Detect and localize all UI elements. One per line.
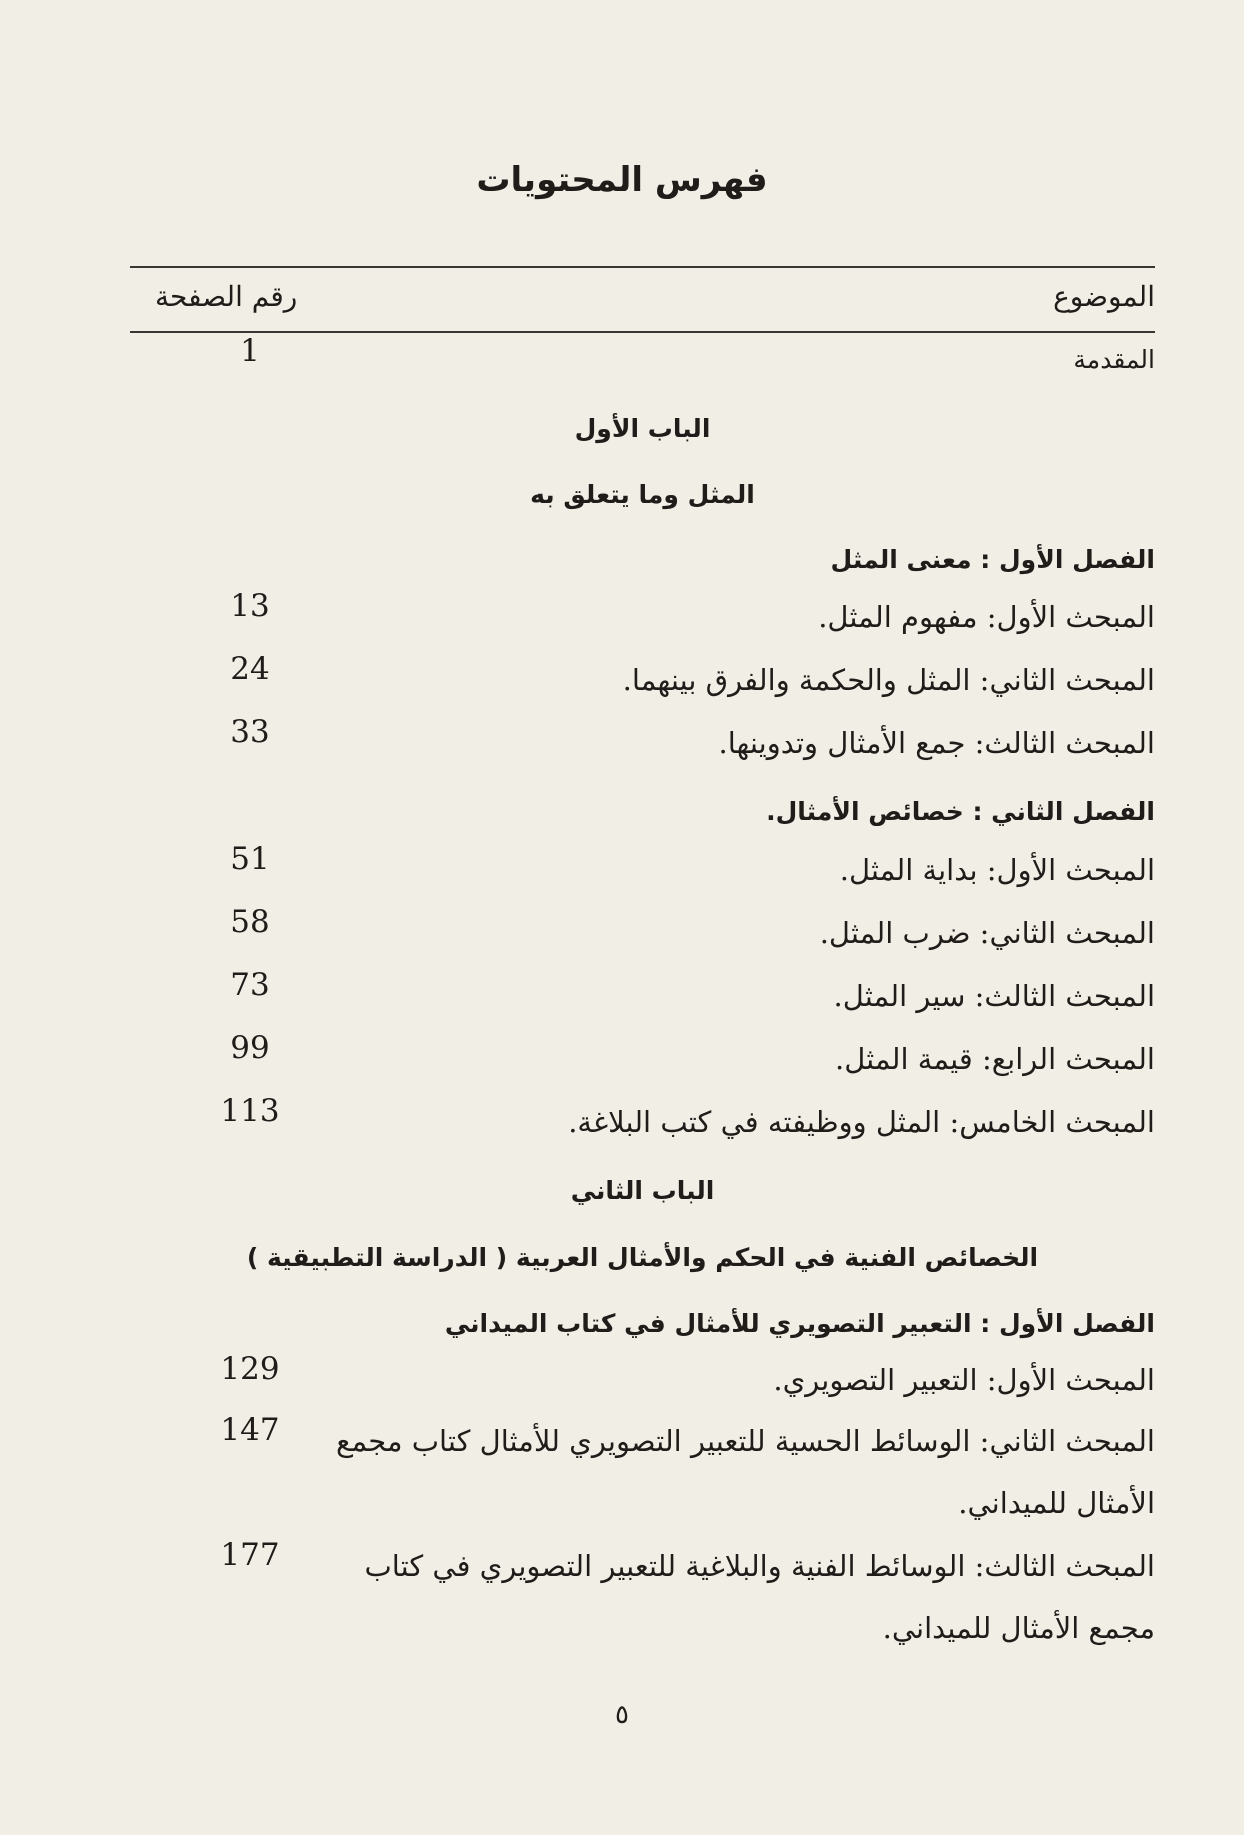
entry-page: 13 <box>230 588 270 624</box>
toc-header <box>130 280 1155 324</box>
entry-topic: المبحث الخامس: المثل ووظيفته في كتب البلاغة. <box>568 1105 1155 1139</box>
entry-page: 33 <box>230 714 270 750</box>
entry-page: 129 <box>220 1351 280 1387</box>
entry-topic: المبحث الأول: التعبير التصويري. <box>773 1363 1155 1397</box>
entry-topic: المبحث الأول: بداية المثل. <box>839 853 1155 887</box>
entry-page: 58 <box>230 904 270 940</box>
part1-subtitle: المثل وما يتعلق به <box>530 480 755 509</box>
entry-page: 1 <box>240 333 260 369</box>
entry-topic: المقدمة <box>1073 345 1155 374</box>
entry-page: 147 <box>220 1412 280 1448</box>
entry-topic: المبحث الثاني: ضرب المثل. <box>819 916 1155 950</box>
part1-label: الباب الأول <box>574 414 711 443</box>
part2-label: الباب الثاني <box>570 1176 715 1205</box>
entry-topic: المبحث الثالث: سير المثل. <box>833 979 1155 1013</box>
entry-page: 73 <box>230 967 270 1003</box>
part2-chapter1-title: الفصل الأول : التعبير التصويري للأمثال في كتاب الميداني <box>444 1309 1155 1338</box>
part1-chapter1-title: الفصل الأول : معنى المثل <box>830 545 1155 574</box>
entry-topic: المبحث الرابع: قيمة المثل. <box>834 1042 1155 1076</box>
header-top-rule <box>130 266 1155 268</box>
entry-page: 51 <box>230 841 270 877</box>
entry-topic: المبحث الأول: مفهوم المثل. <box>818 600 1155 634</box>
page-title: فهرس المحتويات <box>476 160 768 200</box>
entry-topic: المبحث الثاني: الوسائط الحسية للتعبير التصويري للأمثال كتاب مجمع الأمثال للميداني. <box>336 1424 1155 1520</box>
entry-topic: المبحث الثالث: الوسائط الفنية والبلاغية للتعبير التصويري في كتاب مجمع الأمثال للميداني. <box>364 1549 1155 1645</box>
footer-page-number: ٥ <box>615 1700 629 1730</box>
entry-page: 24 <box>230 651 270 687</box>
topic-column-label: الموضوع <box>1053 280 1155 313</box>
entry-topic: المبحث الثاني: المثل والحكمة والفرق بينهما. <box>622 663 1155 697</box>
entry-page: 99 <box>230 1030 270 1066</box>
page-column-label: رقم الصفحة <box>155 280 298 313</box>
part1-chapter2-title: الفصل الثاني : خصائص الأمثال. <box>766 797 1155 826</box>
entry-page: 113 <box>220 1093 280 1129</box>
part2-subtitle: الخصائص الفنية في الحكم والأمثال العربية ( الدراسة التطبيقية ) <box>246 1243 1039 1272</box>
entry-topic: المبحث الثالث: جمع الأمثال وتدوينها. <box>718 726 1155 760</box>
entry-page: 177 <box>220 1537 280 1573</box>
